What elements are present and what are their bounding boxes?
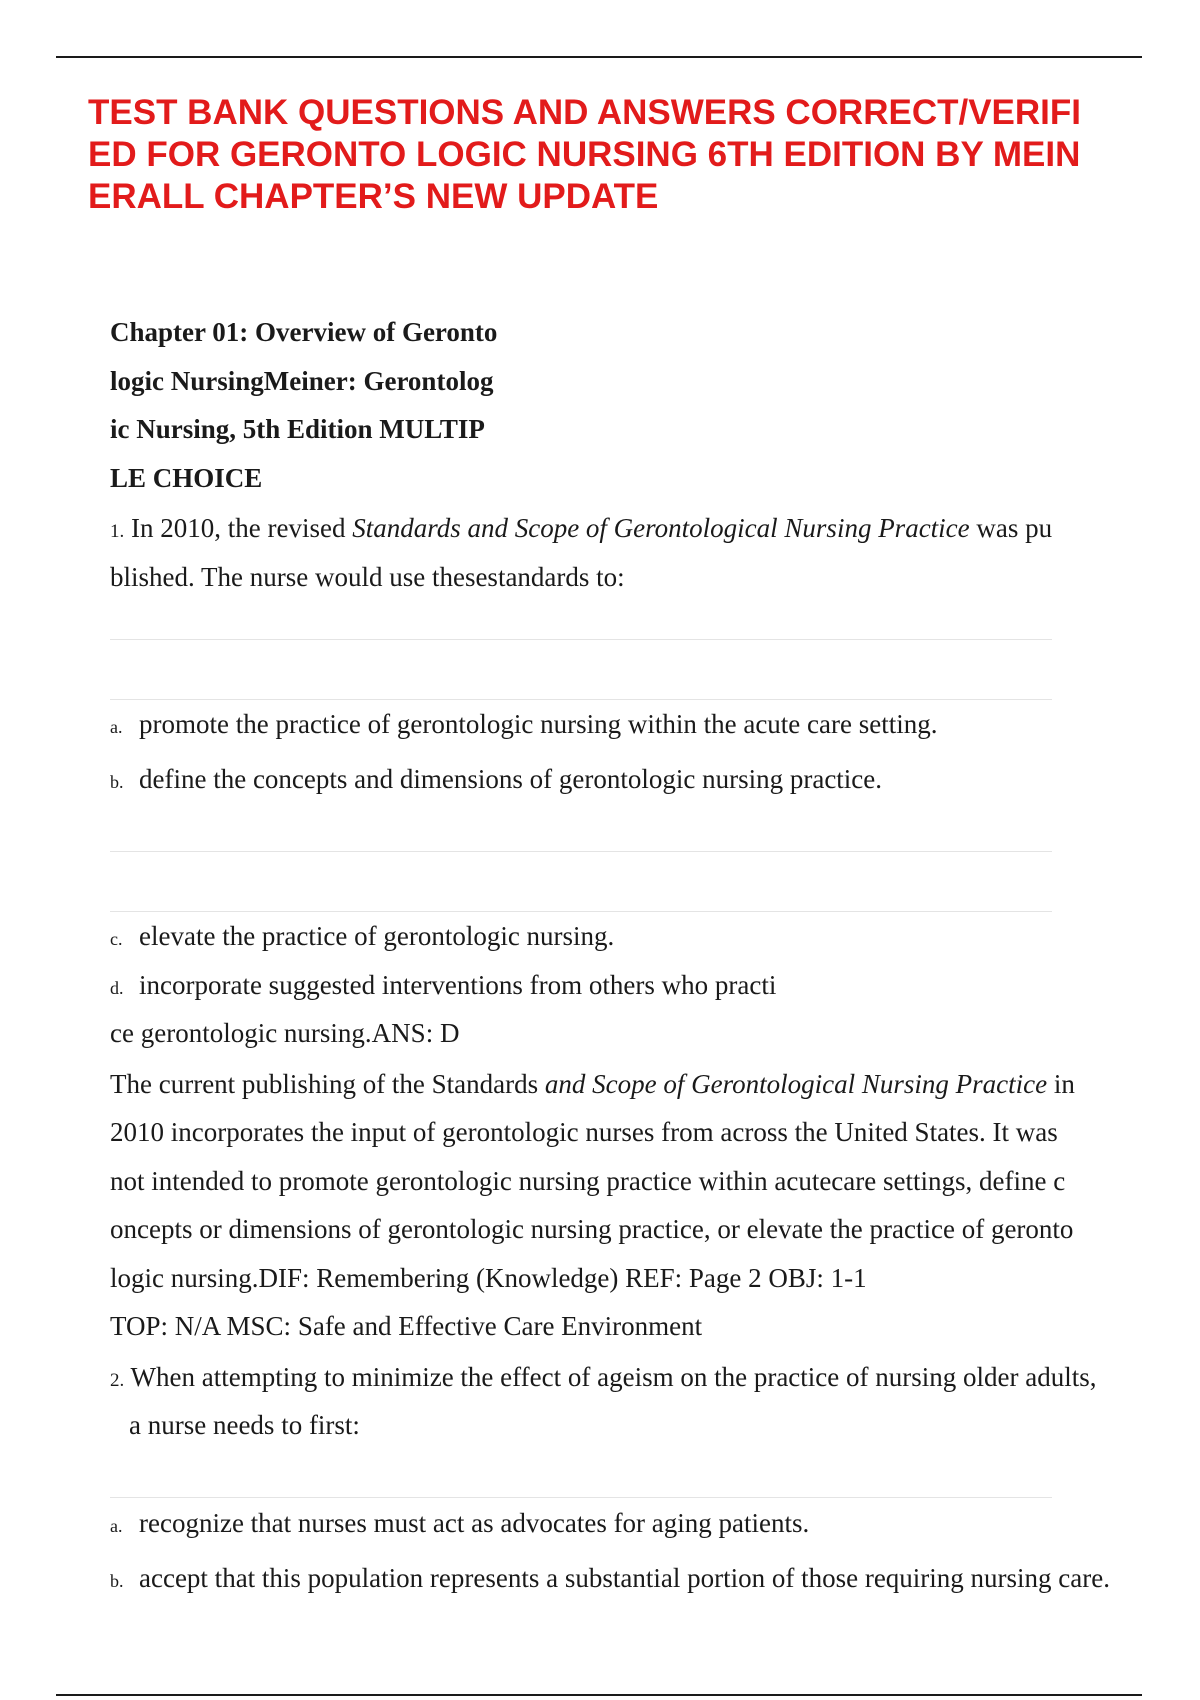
chapter-line-3: ic Nursing, 5th Edition MULTIP: [110, 414, 485, 444]
question-1-stem: [110, 511, 1052, 549]
chapter-line-1: Chapter 01: Overview of Geronto: [110, 317, 498, 347]
question-1-option-a: [110, 707, 937, 744]
question-2-stem-line-2: a nurse needs to first:: [129, 1410, 360, 1440]
top-rule: [56, 56, 1142, 58]
title-line-1: TEST BANK QUESTIONS AND ANSWERS CORRECT/VERIFI: [88, 93, 1082, 132]
option-text: define the concepts and dimensions of gerontologic nursing practice.: [139, 764, 883, 794]
separator: [110, 851, 1052, 852]
question-2-stem: [110, 1360, 1096, 1398]
bottom-rule: [56, 1694, 1142, 1696]
option-letter: b.: [110, 1571, 124, 1591]
question-1-answer: ce gerontologic nursing.ANS: D: [110, 1018, 460, 1048]
rationale-line-2: 2010 incorporates the input of gerontologic nurses from across the United States. It was: [110, 1117, 1058, 1147]
question-2-option-a: [110, 1506, 809, 1543]
option-letter: d.: [110, 978, 124, 998]
option-letter: a.: [110, 717, 123, 737]
rationale-text-italic: and Scope of Gerontological Nursing Practice: [544, 1069, 1048, 1099]
chapter-heading: [110, 308, 497, 502]
option-text: incorporate suggested interventions from others who practi: [139, 970, 777, 1000]
option-text: accept that this population represents a substantial portion of those requiring nursing care.: [139, 1563, 1110, 1593]
question-1-text-b: was pu: [969, 513, 1053, 543]
question-1-option-b: [110, 762, 882, 799]
title-line-3: ERALL CHAPTER’S NEW UPDATE: [88, 177, 659, 216]
question-2-option-b: [110, 1561, 1110, 1598]
rationale-line-5: logic nursing.DIF: Remembering (Knowledge) REF: Page 2 OBJ: 1-1: [110, 1263, 867, 1293]
title-line-2: ED FOR GERONTO LOGIC NURSING 6TH EDITION BY MEIN: [88, 135, 1081, 174]
chapter-line-4: LE CHOICE: [110, 462, 263, 493]
rationale-text-b: in: [1047, 1069, 1075, 1099]
rationale-line-6: TOP: N/A MSC: Safe and Effective Care Environment: [110, 1311, 703, 1341]
separator: [110, 699, 1052, 700]
rationale-text-a: The current publishing of the Standards: [110, 1069, 545, 1099]
chapter-line-2: logic NursingMeiner: Gerontolog: [110, 365, 494, 396]
question-1-stem-line-2: blished. The nurse would use thesestandards to:: [110, 562, 625, 592]
document-title: [88, 92, 1148, 218]
rationale-line-3: not intended to promote gerontologic nursing practice within acutecare settings, define c: [110, 1166, 1066, 1196]
option-letter: c.: [110, 929, 123, 949]
question-1-option-d: [110, 968, 776, 1005]
separator: [110, 639, 1052, 640]
question-1-number: 1.: [110, 521, 125, 542]
question-1-option-c: [110, 919, 614, 956]
option-text: elevate the practice of gerontologic nursing.: [139, 921, 615, 951]
separator: [110, 1497, 1052, 1498]
separator: [110, 911, 1052, 912]
rationale-line-4: oncepts or dimensions of gerontologic nursing practice, or elevate the practice of geronto: [110, 1214, 1074, 1244]
question-2-text: When attempting to minimize the effect of ageism on the practice of nursing older adults,: [130, 1362, 1097, 1392]
rationale-line-1: [110, 1067, 1075, 1101]
option-text: promote the practice of gerontologic nursing within the acute care setting.: [139, 709, 938, 739]
option-letter: a.: [110, 1516, 123, 1536]
question-2-number: 2.: [110, 1370, 125, 1391]
question-1-text-italic: Standards and Scope of Gerontological Nursing Practice: [352, 513, 970, 543]
option-text: recognize that nurses must act as advocates for aging patients.: [139, 1508, 810, 1538]
question-1-text-a: In 2010, the revised: [131, 513, 353, 543]
option-letter: b.: [110, 772, 124, 792]
